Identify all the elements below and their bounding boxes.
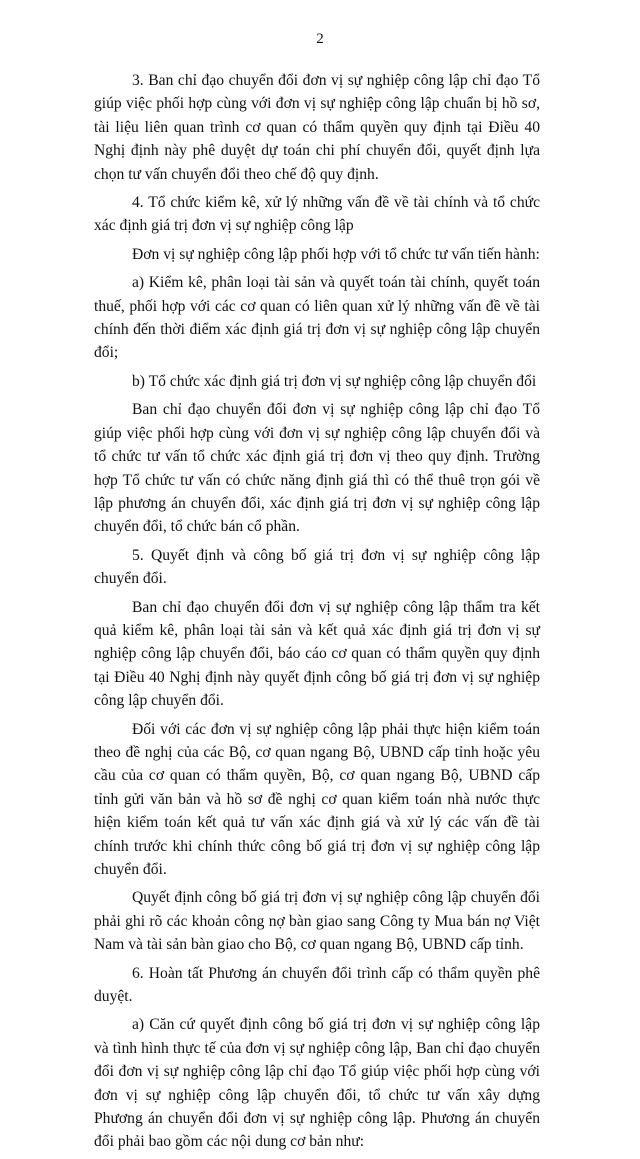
document-body (94, 69, 540, 1159)
paragraph-clause-4b-body: Ban chỉ đạo chuyển đổi đơn vị sự nghiệp công lập chỉ đạo Tổ giúp việc phối hợp cùng với đơn vị sự nghiệp công lập chuyển đổi và tổ chức tư vấn tổ chức xác định giá trị đơn vị theo quy định. Trường hợp Tổ chức tư vấn có chức năng định giá thì có thể thuê trọn gói về lập phương án chuyển đổi, xác định giá trị đơn vị sự nghiệp công lập chuyển đổi, tổ chức bán cổ phần. (94, 401, 540, 536)
paragraph-clause-4a: a) Kiểm kê, phân loại tài sản và quyết toán tài chính, quyết toán thuế, phối hợp với các cơ quan có liên quan xử lý những vấn đề về tài chính đến thời điểm xác định giá trị đơn vị sự nghiệp công lập chuyển đổi; (94, 274, 540, 362)
paragraph-clause-5-audit: Đối với các đơn vị sự nghiệp công lập phải thực hiện kiểm toán theo đề nghị của các Bộ, cơ quan ngang Bộ, UBND cấp tỉnh hoặc yêu cầu của cơ quan có thẩm quyền, Bộ, cơ quan ngang Bộ, UBND cấp tỉnh gửi văn bản và hồ sơ đề nghị cơ quan kiểm toán nhà nước thực hiện kiểm toán kết quả tư vấn xác định giá và xử lý các vấn đề tài chính trước khi chính thức công bố giá trị đơn vị sự nghiệp công lập chuyển đổi. (94, 720, 540, 878)
paragraph-clause-5-body: Ban chỉ đạo chuyển đổi đơn vị sự nghiệp công lập thẩm tra kết quả kiểm kê, phân loại tài sản và kết quả xác định giá trị đơn vị sự nghiệp công lập chuyển đổi, báo cáo cơ quan có thẩm quyền quy định tại Điều 40 Nghị định này quyết định công bố giá trị đơn vị sự nghiệp công lập chuyển đổi. (94, 598, 540, 710)
paragraph-clause-4-intro: Đơn vị sự nghiệp công lập phối hợp với tổ chức tư vấn tiến hành: (132, 245, 540, 263)
paragraph-clause-6a: a) Căn cứ quyết định công bố giá trị đơn vị sự nghiệp công lập và tình hình thực tế của đơn vị sự nghiệp công lập, Ban chỉ đạo chuyển đổi đơn vị sự nghiệp công lập chỉ đạo Tổ giúp việc phối hợp cùng với đơn vị sự nghiệp công lập chuyển đổi, tổ chức tư vấn xây dựng Phương án chuyển đổi đơn vị sự nghiệp công lập. Phương án chuyển đổi phải bao gồm các nội dung cơ bản như: (94, 1016, 540, 1151)
paragraph-clause-5-heading: 5. Quyết định và công bố giá trị đơn vị sự nghiệp công lập chuyển đổi. (94, 546, 540, 588)
paragraph-clause-4-heading: 4. Tổ chức kiểm kê, xử lý những vấn đề về tài chính và tổ chức xác định giá trị đơn vị sự nghiệp công lập (94, 194, 540, 235)
paragraph-clause-5-decision: Quyết định công bố giá trị đơn vị sự nghiệp công lập chuyển đổi phải ghi rõ các khoản công nợ bàn giao sang Công ty Mua bán nợ Việt Nam và tài sản bàn giao cho Bộ, cơ quan ngang Bộ, UBND cấp tỉnh. (94, 889, 540, 954)
paragraph-clause-4b: b) Tổ chức xác định giá trị đơn vị sự nghiệp công lập chuyển đổi (132, 372, 537, 390)
page-number: 2 (316, 31, 324, 47)
paragraph-clause-3: 3. Ban chỉ đạo chuyển đổi đơn vị sự nghiệp công lập chỉ đạo Tổ giúp việc phối hợp cùng với đơn vị sự nghiệp công lập chuẩn bị hồ sơ, tài liệu liên quan trình cơ quan có thẩm quyền quy định tại Điều 40 Nghị định này phê duyệt dự toán chi phí chuyển đổi, quyết định lựa chọn tư vấn chuyển đổi theo chế độ quy định. (94, 72, 540, 183)
paragraph-clause-6-heading: 6. Hoàn tất Phương án chuyển đổi trình cấp có thẩm quyền phê duyệt. (94, 964, 540, 1006)
